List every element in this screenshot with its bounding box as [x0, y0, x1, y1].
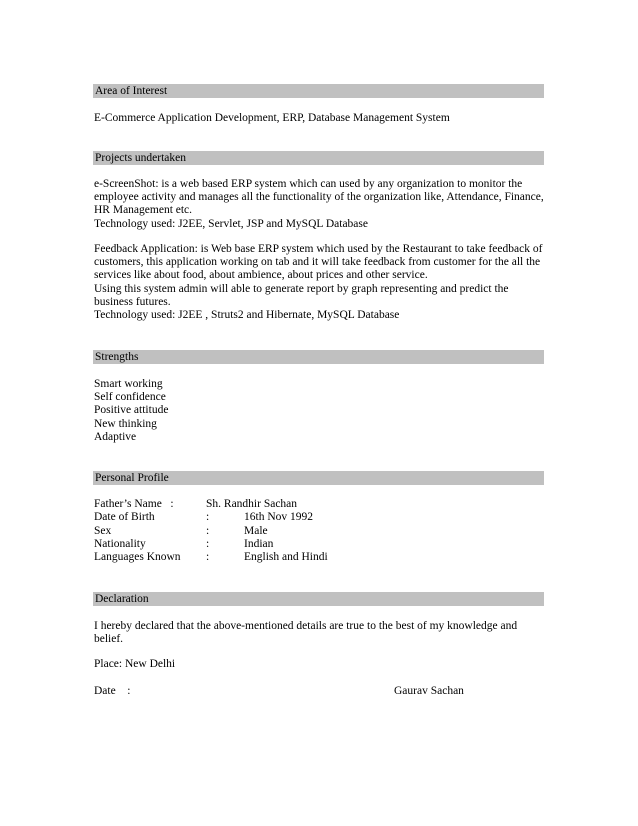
project-line: Using this system admin will able to generate report by graph representing and predict the: [94, 282, 509, 295]
profile-label: Languages Known: [94, 551, 181, 563]
profile-value: Male: [244, 525, 268, 537]
strength-item: New thinking: [94, 417, 157, 430]
project-line: business futures.: [94, 295, 171, 308]
profile-colon: :: [206, 525, 210, 537]
profile-value: 16th Nov 1992: [244, 511, 313, 523]
strength-item: Adaptive: [94, 430, 137, 443]
declaration-line: belief.: [94, 633, 124, 646]
strength-item: Smart working: [94, 378, 163, 390]
profile-value: Sh. Randhir Sachan: [206, 498, 298, 510]
area-of-interest-text: E-Commerce Application Development, ERP, Database Management System: [94, 112, 450, 124]
strengths-list: [94, 378, 546, 444]
section-heading: Projects undertaken: [95, 152, 187, 164]
project-line: Feedback Application: is Web base ERP system which used by the Restaurant to take feedback of: [94, 243, 543, 255]
project-line: customers, this application working on tab and it will take feedback from customer for the all the: [94, 256, 541, 269]
project-line: e-ScreenShot: is a web based ERP system which can used by any organization to monitor the: [94, 178, 523, 190]
project-line: services like about food, about ambience, about prices and other service.: [94, 269, 428, 282]
project-escreenshot: [94, 178, 546, 231]
strength-item: Positive attitude: [94, 404, 169, 417]
profile-label: Father’s Name :: [94, 498, 174, 510]
project-line: employee activity and manages all the functionality of the organization like, Attendance, Finance,: [94, 191, 544, 204]
profile-value: Indian: [244, 538, 274, 550]
profile-label: Nationality: [94, 538, 146, 550]
section-heading: Personal Profile: [95, 472, 169, 484]
strength-item: Self confidence: [94, 391, 166, 404]
profile-label: Sex: [94, 525, 112, 537]
section-header-projects: [93, 151, 544, 165]
project-tech-line: Technology used: J2EE , Struts2 and Hibernate, MySQL Database: [94, 309, 400, 322]
place-line: Place: New Delhi: [94, 658, 176, 670]
section-header-strengths: [93, 350, 544, 364]
profile-value: English and Hindi: [244, 551, 328, 563]
date-label: Date :: [94, 685, 131, 697]
profile-colon: :: [206, 551, 210, 563]
section-header-personal-profile: [93, 471, 544, 485]
signature-name: Gaurav Sachan: [394, 685, 464, 697]
declaration-line: I hereby declared that the above-mentioned details are true to the best of my knowledge and: [94, 620, 518, 632]
project-line: HR Management etc.: [94, 204, 193, 217]
section-heading: Area of Interest: [95, 85, 168, 97]
section-header-declaration: [93, 592, 544, 606]
profile-colon: :: [206, 511, 210, 523]
declaration-text: [94, 620, 546, 646]
profile-colon: :: [206, 538, 210, 550]
project-tech-line: Technology used: J2EE, Servlet, JSP and MySQL Database: [94, 217, 368, 230]
section-header-area-of-interest: [93, 84, 544, 98]
profile-label: Date of Birth: [94, 511, 155, 523]
section-heading: Declaration: [95, 593, 149, 605]
project-feedback-application: [94, 243, 546, 322]
section-heading: Strengths: [95, 351, 139, 363]
